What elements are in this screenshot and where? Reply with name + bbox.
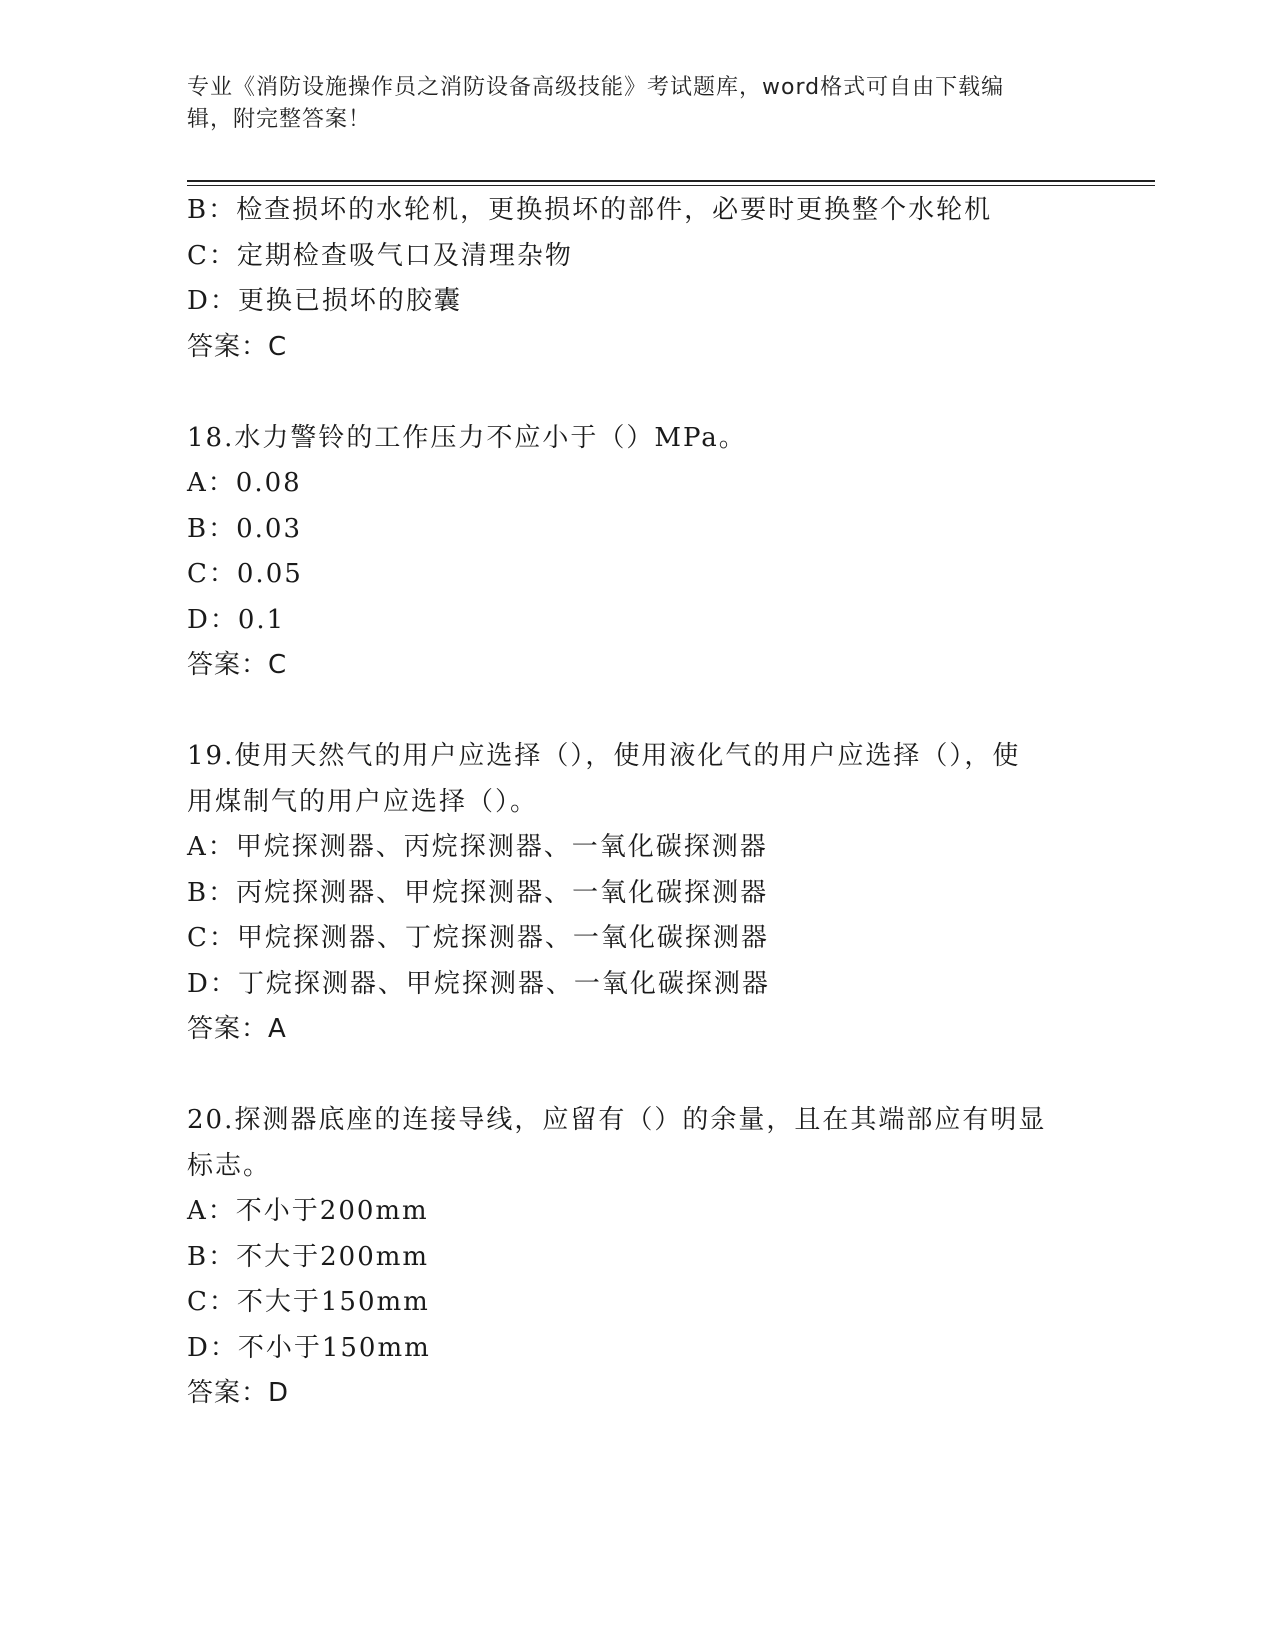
spacer [187,689,1087,735]
option-b: B：丙烷探测器、甲烷探测器、一氧化碳探测器 [187,877,769,908]
option-c: C：不大于150mm [187,1287,430,1317]
option-d: D：丁烷探测器、甲烷探测器、一氧化碳探测器 [187,968,770,999]
question-stem-line-1: 19.使用天然气的用户应选择（），使用液化气的用户应选择（），使 [187,741,1021,771]
option-b: B：不大于200mm [187,1241,430,1272]
option-a: A：不小于200mm [187,1196,429,1226]
question-19 [187,734,1087,1053]
answer-label: 答案：D [187,1378,290,1408]
answer-label: 答案：A [187,1014,287,1044]
question-17-continued [187,188,1087,370]
option-d: D：不小于150mm [187,1332,431,1363]
question-20 [187,1098,1087,1417]
question-stem-line-2: 标志。 [187,1150,272,1181]
option-c: C：甲烷探测器、丁烷探测器、一氧化碳探测器 [187,923,769,953]
option-d: D：更换已损坏的胶囊 [187,286,462,316]
question-stem: 18.水力警铃的工作压力不应小于（）MPa。 [187,422,747,453]
question-stem-line-2: 用煤制气的用户应选择（）。 [187,786,539,817]
question-stem-line-1: 20.探测器底座的连接导线，应留有（）的余量，且在其端部应有明显 [187,1105,1047,1135]
option-c: C：0.05 [187,559,303,589]
answer-label: 答案：C [187,331,288,362]
header-divider-thin [187,185,1155,186]
option-b: B：检查损坏的水轮机，更换损坏的部件，必要时更换整个水轮机 [187,195,993,225]
document-body [187,188,1087,1417]
header-line-1: 专业《消防设施操作员之消防设备高级技能》考试题库，word格式可自由下载编 [187,75,1005,100]
option-b: B：0.03 [187,513,302,544]
header-line-2: 辑，附完整答案！ [187,107,372,132]
option-a: A：0.08 [187,468,302,498]
option-d: D：0.1 [187,604,286,635]
option-a: A：甲烷探测器、丙烷探测器、一氧化碳探测器 [187,832,768,862]
spacer [187,1053,1087,1099]
answer-label: 答案：C [187,650,288,680]
document-header [187,72,1087,136]
header-divider-thick [187,180,1155,182]
spacer [187,370,1087,416]
question-18 [187,416,1087,689]
option-c: C：定期检查吸气口及清理杂物 [187,240,573,271]
